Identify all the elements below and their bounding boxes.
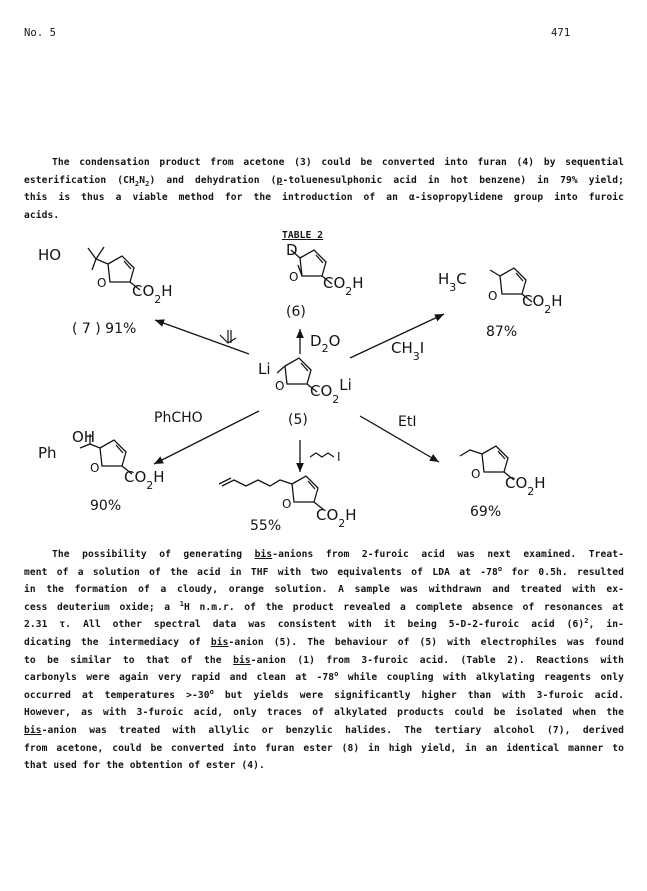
alkenyl-product-o: O [282, 497, 292, 511]
reagent-phcho: PhCHO [154, 410, 203, 426]
p2-line-4: cess deuterium oxide; a $^1$H n.m.r. of the product revealed a complete absence of resonances at [24, 599, 624, 613]
ethyl-product-o: O [471, 467, 481, 481]
methyl-product-o: O [488, 289, 498, 303]
arrow-to-7 [155, 320, 249, 354]
bis-anion-5-li: Li [258, 360, 271, 378]
phenyl-product-co: $CO_2H$ [124, 468, 165, 492]
ethyl-product-co: $CO_2H$ [505, 474, 546, 498]
p2-line-3: in the formation of a cloudy, orange solution. A sample was withdrawn and treated with ex- [24, 584, 624, 596]
phenyl-product-oh: OH [72, 428, 96, 446]
compound-7-o: O [97, 276, 107, 290]
bis-anion-5-label: (5) [288, 412, 308, 428]
phenyl-product-o: O [90, 461, 100, 475]
alkenyl-product-yield: 55% [250, 518, 282, 534]
compound-6-co: $CO_2H$ [323, 274, 364, 298]
p2-line-11: bis-anion was treated with allylic or benzylic halides. The tertiary alcohol (7), derived [24, 724, 624, 736]
bis-anion-5-o: O [275, 379, 285, 393]
p2-line-6: dicating the intermediacy of bis-anion (5). The behaviour of (5) with electrophiles was found [24, 636, 624, 648]
methyl-product-co: $CO_2H$ [522, 292, 563, 316]
methyl-product-yield: 87% [486, 324, 518, 340]
compound-7-ho: HO [38, 246, 62, 264]
reaction-scheme [24, 226, 624, 542]
acetone-reagent-glyph [220, 330, 236, 343]
reagent-ch3i: $CH_3I$ [391, 339, 425, 363]
methyl-product-h3c: $H_3C$ [438, 270, 467, 294]
paragraph-2 [24, 546, 624, 775]
p1-line-3: this is thus a viable method for the introduction of an α-isopropylidene group into furoic [24, 192, 624, 204]
p2-line-1: The possibility of generating bis-anions from 2-furoic acid was next examined. Treat- [52, 549, 624, 560]
p2-line-12: from acetone, could be converted into furan ester (8) in high yield, in an identical manner to [24, 742, 624, 754]
p2-line-10: However, as with 3-furoic acid, only traces of alkylated products could be isolated when the [24, 707, 624, 719]
phenyl-product-ph: Ph [38, 444, 57, 462]
p2-line-13: that used for the obtention of ester (4). [24, 760, 265, 772]
reagent-d2o: $D_2O$ [310, 332, 341, 355]
bis-anion-5-co2li: $CO_2Li$ [310, 376, 352, 406]
p2-line-9: occurred at temperatures $>-30^o$ but yields were significantly higher than with 3-furoic acid. [24, 687, 624, 701]
alkenyl-product-ring [219, 476, 324, 510]
page-number: 471 [551, 27, 571, 39]
paragraph-1 [24, 154, 624, 224]
reagent-eti: EtI [398, 414, 417, 430]
table-title: TABLE 2 [282, 230, 324, 241]
compound-7-co: $CO_2H$ [132, 282, 173, 306]
p2-line-5: 2.31 τ. All other spectral data was consistent with it being 5-D-2-furoic acid $(6)^2$, in- [24, 617, 624, 631]
ethyl-product-yield: 69% [470, 504, 502, 520]
p2-line-8: carbonyls were again very rapid and clean at -78$^o$ while coupling with alkylating reagents only [24, 669, 625, 684]
allyl-iodide-glyph [310, 453, 334, 457]
p2-line-2: ment of a solution of the acid in THF with two equivalents of LDA at -78$^o$ for 0.5h. resulted [24, 564, 624, 578]
phenyl-product-yield: 90% [90, 498, 122, 514]
compound-6-o: O [289, 270, 299, 284]
compound-6-label: (6) [286, 304, 306, 320]
compound-7-label: ( 7 ) 91% [72, 321, 137, 337]
alkenyl-product-co: $CO_2H$ [316, 506, 357, 530]
p1-line-2: esterification $(CH_2N_2)$ and dehydration (p-toluenesulphonic acid in hot benzene) in 79% yield; [24, 174, 624, 188]
reagent-allyl-iodide: I [337, 450, 341, 464]
p1-line-1: The condensation product from acetone (3) could be converted into furan (4) by sequential [52, 157, 624, 168]
p1-line-4: acids. [24, 209, 60, 221]
compound-6-d: D [286, 241, 298, 259]
p2-line-7: to be similar to that of the bis-anion (1) from 3-furoic acid. (Table 2). Reactions with [24, 654, 624, 666]
journal-issue: No. 5 [24, 27, 57, 39]
